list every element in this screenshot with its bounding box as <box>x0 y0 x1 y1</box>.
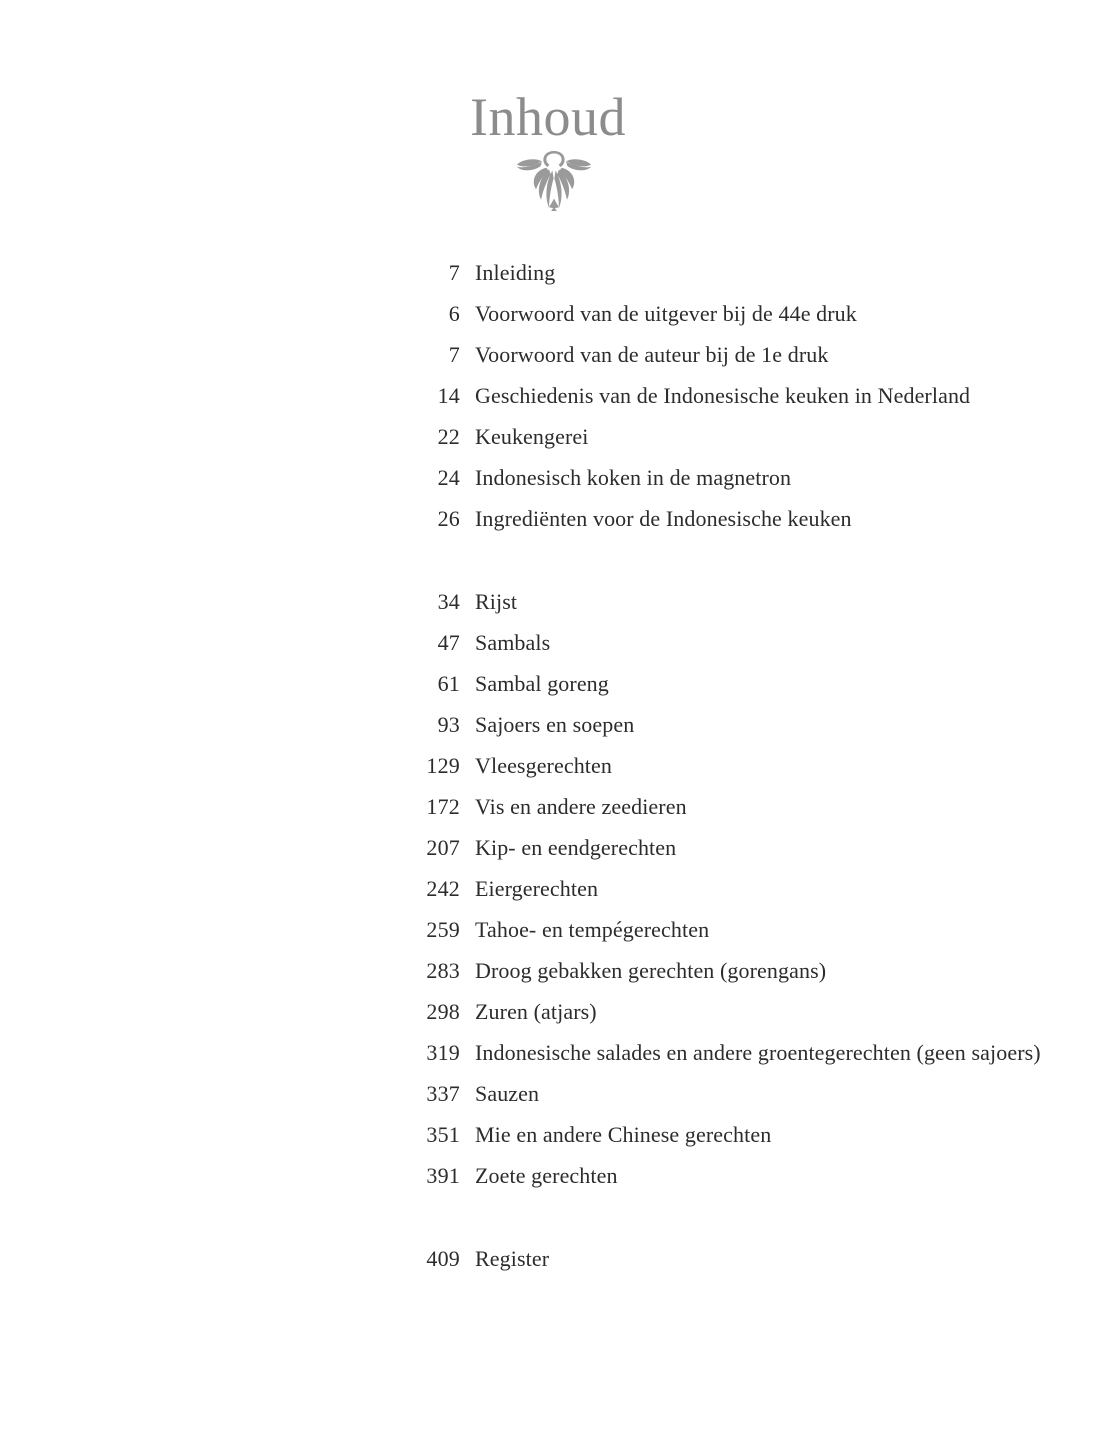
toc-page-number: 319 <box>426 1040 460 1065</box>
toc-entry-title: Voorwoord van de uitgever bij de 44e druk <box>475 301 857 326</box>
toc-entry[interactable] <box>0 991 1115 1032</box>
toc-entry[interactable] <box>0 416 1115 457</box>
toc-page-number: 283 <box>426 958 460 983</box>
toc-page-number: 93 <box>437 712 460 737</box>
toc-entry[interactable] <box>0 827 1115 868</box>
toc-entry[interactable] <box>0 1238 1115 1279</box>
toc-page-number: 409 <box>426 1246 460 1271</box>
toc-entry-title: Sauzen <box>475 1081 540 1106</box>
toc-group-front-matter <box>0 252 1115 539</box>
toc-entry[interactable] <box>0 252 1115 293</box>
toc-entry-title: Indonesisch koken in de magnetron <box>475 465 792 490</box>
toc-page-number: 47 <box>437 630 460 655</box>
toc-entry-title: Sambal goreng <box>475 671 609 696</box>
toc-entry[interactable] <box>0 786 1115 827</box>
toc-group-back-matter <box>0 1238 1115 1279</box>
toc-entry[interactable] <box>0 581 1115 622</box>
fan-crest-ornament-icon <box>516 150 592 212</box>
toc-entry-title: Rijst <box>475 589 518 614</box>
toc-entry[interactable] <box>0 293 1115 334</box>
toc-page-number: 391 <box>426 1163 460 1188</box>
toc-entry-title: Keukengerei <box>475 424 589 449</box>
toc-entry-title: Kip- en eendgerechten <box>475 835 677 860</box>
toc-entry-title: Droog gebakken gerechten (gorengans) <box>475 958 827 983</box>
toc-entry-title: Inleiding <box>475 260 556 285</box>
toc-page-number: 242 <box>426 876 460 901</box>
toc-entry-title: Eiergerechten <box>475 876 599 901</box>
toc-entry[interactable] <box>0 622 1115 663</box>
toc-entry[interactable] <box>0 1032 1115 1073</box>
toc-page-number: 337 <box>426 1081 460 1106</box>
toc-entry-title: Zuren (atjars) <box>475 999 597 1024</box>
toc-entry-title: Zoete gerechten <box>475 1163 618 1188</box>
toc-entry[interactable] <box>0 909 1115 950</box>
toc-entry-title: Vis en andere zeedieren <box>475 794 687 819</box>
toc-entry[interactable] <box>0 1073 1115 1114</box>
toc-page-number: 7 <box>448 260 460 285</box>
toc-page-number: 172 <box>426 794 460 819</box>
toc-page-number: 34 <box>437 589 460 614</box>
page-title: Inhoud <box>470 87 626 147</box>
toc-page-number: 129 <box>426 753 460 778</box>
heading-block <box>0 86 1115 148</box>
toc-entry-title: Sambals <box>475 630 551 655</box>
toc-entry[interactable] <box>0 745 1115 786</box>
toc-entry[interactable] <box>0 334 1115 375</box>
toc-entry[interactable] <box>0 375 1115 416</box>
toc-page-number: 207 <box>426 835 460 860</box>
toc-page-number: 6 <box>448 301 460 326</box>
toc-entry[interactable] <box>0 457 1115 498</box>
toc-entry[interactable] <box>0 1114 1115 1155</box>
toc-page-number: 7 <box>448 342 460 367</box>
toc-entry-title: Sajoers en soepen <box>475 712 635 737</box>
toc-list <box>0 252 1115 1279</box>
toc-entry-title: Register <box>475 1246 550 1271</box>
toc-page-number: 61 <box>437 671 460 696</box>
toc-page-number: 298 <box>426 999 460 1024</box>
toc-entry-title: Voorwoord van de auteur bij de 1e druk <box>475 342 829 367</box>
toc-entry[interactable] <box>0 868 1115 909</box>
toc-entry[interactable] <box>0 1155 1115 1196</box>
toc-page-number: 24 <box>437 465 460 490</box>
toc-entry[interactable] <box>0 950 1115 991</box>
toc-page-number: 14 <box>437 383 460 408</box>
toc-entry-title: Indonesische salades en andere groentegerechten (geen sajoers) <box>475 1040 1041 1065</box>
toc-entry[interactable] <box>0 498 1115 539</box>
toc-page-number: 351 <box>426 1122 460 1147</box>
toc-entry[interactable] <box>0 704 1115 745</box>
toc-entry[interactable] <box>0 663 1115 704</box>
toc-entry-title: Vleesgerechten <box>475 753 612 778</box>
toc-entry-title: Ingrediënten voor de Indonesische keuken <box>475 506 852 531</box>
toc-entry-title: Tahoe- en tempégerechten <box>475 917 710 942</box>
toc-entry-title: Mie en andere Chinese gerechten <box>475 1122 772 1147</box>
toc-page-number: 259 <box>426 917 460 942</box>
toc-group-recipes <box>0 581 1115 1196</box>
toc-page-number: 22 <box>437 424 460 449</box>
toc-entry-title: Geschiedenis van de Indonesische keuken in Nederland <box>475 383 971 408</box>
toc-page-number: 26 <box>437 506 460 531</box>
